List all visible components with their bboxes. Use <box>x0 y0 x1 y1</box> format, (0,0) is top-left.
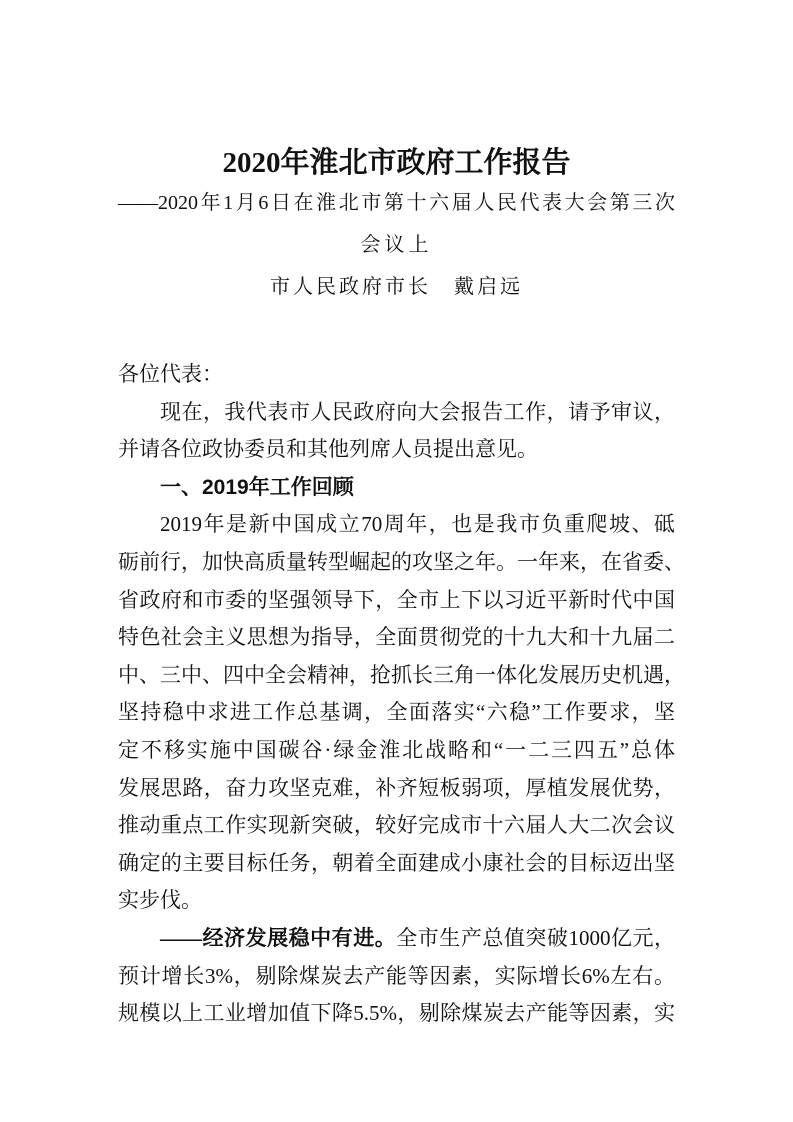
line-text: 并请各位政协委员和其他列席人员提出意见。 <box>118 437 538 462</box>
paragraph-line <box>118 807 675 845</box>
line-text: 省政府和市委的坚强领导下，全市上下以习近平新时代中国 <box>118 587 675 612</box>
line-text: 砺前行，加快高质量转型崛起的攻坚之年。一年来，在省委、 <box>118 549 685 574</box>
paragraph-line <box>118 958 675 996</box>
paragraph-line <box>118 657 685 695</box>
line-text: 各位代表： <box>118 362 223 386</box>
line-text: 发展思路，奋力攻坚克难，补齐短板弱项，厚植发展优势， <box>118 775 675 800</box>
paragraph-line <box>118 356 675 394</box>
line-text: 现在，我代表市人民政府向大会报告工作，请予审议， <box>160 399 675 424</box>
document-body <box>118 356 685 1033</box>
paragraph-line <box>118 619 675 657</box>
paragraph-line <box>118 770 675 808</box>
line-text: 推动重点工作实现新突破，较好完成市十六届人大二次会议 <box>118 813 675 838</box>
paragraph-line <box>118 431 675 469</box>
paragraph-line <box>118 882 675 920</box>
line-text: 定不移实施中国碳谷·绿金淮北战略和“一二三四五”总体 <box>118 737 675 762</box>
line-text: 坚持稳中求进工作总基调，全面落实“六稳”工作要求，坚 <box>118 700 675 725</box>
paragraph-line <box>118 732 675 770</box>
paragraph-line <box>118 694 675 732</box>
document-title: 2020年淮北市政府工作报告 <box>222 147 571 179</box>
paragraph-line <box>118 394 675 432</box>
line-text: 一、2019年工作回顾 <box>160 475 354 499</box>
document-subtitle: ——2020年1月6日在淮北市第十六届人民代表大会第三次 <box>118 192 675 214</box>
section-heading <box>118 469 675 507</box>
line-text: 特色社会主义思想为指导，全面贯彻党的十九大和十九届二 <box>118 625 675 650</box>
line-text: 确定的主要目标任务，朝着全面建成小康社会的目标迈出坚 <box>118 850 675 875</box>
document-subtitle-continued: 会议上 <box>360 234 433 256</box>
paragraph-line <box>118 582 675 620</box>
line-text: 全市生产总值突破1000亿元， <box>396 925 676 950</box>
bold-lead: ——经济发展稳中有进。 <box>160 925 397 950</box>
paragraph-line <box>118 920 675 958</box>
line-text: 预计增长3%，剔除煤炭去产能等因素，实际增长6%左右。 <box>118 963 675 988</box>
line-text: 中、三中、四中全会精神，抢抓长三角一体化发展历史机遇， <box>118 662 685 687</box>
line-text: 2019年是新中国成立70周年，也是我市负重爬坡、砥 <box>160 512 675 537</box>
paragraph-line <box>118 845 675 883</box>
line-text: 实步伐。 <box>118 888 202 913</box>
document-author: 市人民政府市长 戴启远 <box>270 276 523 298</box>
paragraph-line <box>118 995 675 1033</box>
line-text: 规模以上工业增加值下降5.5%，剔除煤炭去产能等因素，实 <box>118 1001 675 1026</box>
paragraph-line <box>118 506 675 544</box>
paragraph-line <box>118 544 685 582</box>
